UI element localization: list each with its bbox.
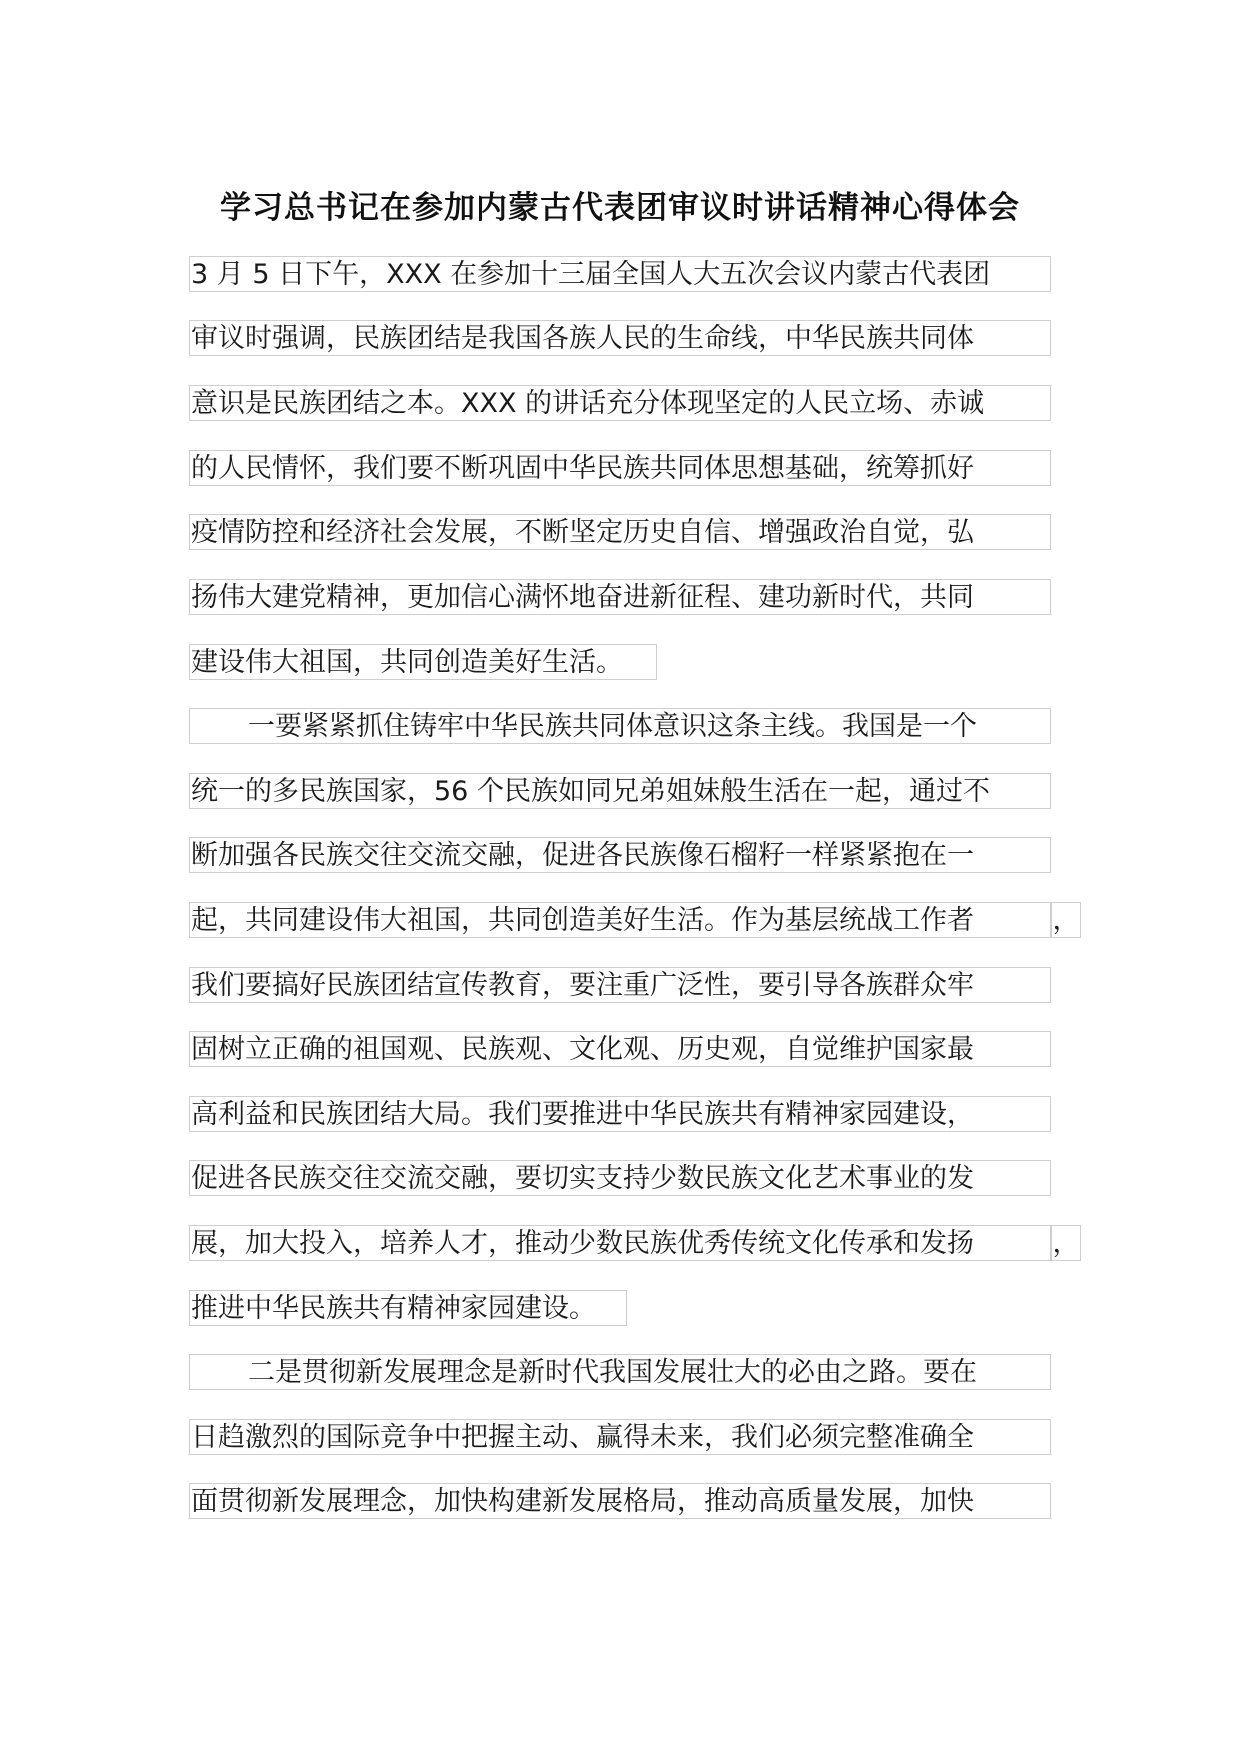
paragraph-2-line: 促进各民族交往交流交融，要切实支持少数民族文化艺术事业的发 [189,1160,1051,1196]
overflow-punctuation: ， [1051,902,1081,938]
paragraph-2-line: 断加强各民族交往交流交融，促进各民族像石榴籽一样紧紧抱在一 [189,837,1051,873]
paragraph-3-line: 日趋激烈的国际竞争中把握主动、赢得未来，我们必须完整准确全 [189,1419,1051,1455]
paragraph-3-line: 面贯彻新发展理念，加快构建新发展格局，推动高质量发展，加快 [189,1483,1051,1519]
paragraph-2-line: 我们要搞好民族团结宣传教育，要注重广泛性，要引导各族群众牢 [189,967,1051,1003]
paragraph-1-line: 疫情防控和经济社会发展，不断坚定历史自信、增强政治自觉，弘 [189,514,1051,550]
paragraph-1-line: 意识是民族团结之本。XXX 的讲话充分体现坚定的人民立场、赤诚 [189,385,1051,421]
paragraph-2-line: 高利益和民族团结大局。我们要推进中华民族共有精神家园建设， [189,1096,1051,1132]
overflow-punctuation: ， [1051,1225,1081,1261]
paragraph-1-line: 审议时强调，民族团结是我国各族人民的生命线，中华民族共同体 [189,320,1051,356]
paragraph-1-line: 建设伟大祖国，共同创造美好生活。 [189,644,657,680]
paragraph-1-line: 的人民情怀，我们要不断巩固中华民族共同体思想基础，统筹抓好 [189,450,1051,486]
paragraph-2-line: 展，加大投入，培养人才，推动少数民族优秀传统文化传承和发扬 [189,1225,1051,1261]
paragraph-2-line: 统一的多民族国家，56 个民族如同兄弟姐妹般生活在一起，通过不 [189,773,1051,809]
paragraph-2-line: 固树立正确的祖国观、民族观、文化观、历史观，自觉维护国家最 [189,1031,1051,1067]
paragraph-3-line: 二是贯彻新发展理念是新时代我国发展壮大的必由之路。要在 [189,1354,1051,1390]
paragraph-1-line: 扬伟大建党精神，更加信心满怀地奋进新征程、建功新时代，共同 [189,579,1051,615]
paragraph-2-line: 推进中华民族共有精神家园建设。 [189,1290,627,1326]
paragraph-2-line: 一要紧紧抓住铸牢中华民族共同体意识这条主线。我国是一个 [189,708,1051,744]
paragraph-1-line: 3 月 5 日下午，XXX 在参加十三届全国人大五次会议内蒙古代表团 [189,256,1051,292]
document-title: 学习总书记在参加内蒙古代表团审议时讲话精神心得体会 [220,190,1020,226]
paragraph-2-line: 起，共同建设伟大祖国，共同创造美好生活。作为基层统战工作者 [189,902,1051,938]
